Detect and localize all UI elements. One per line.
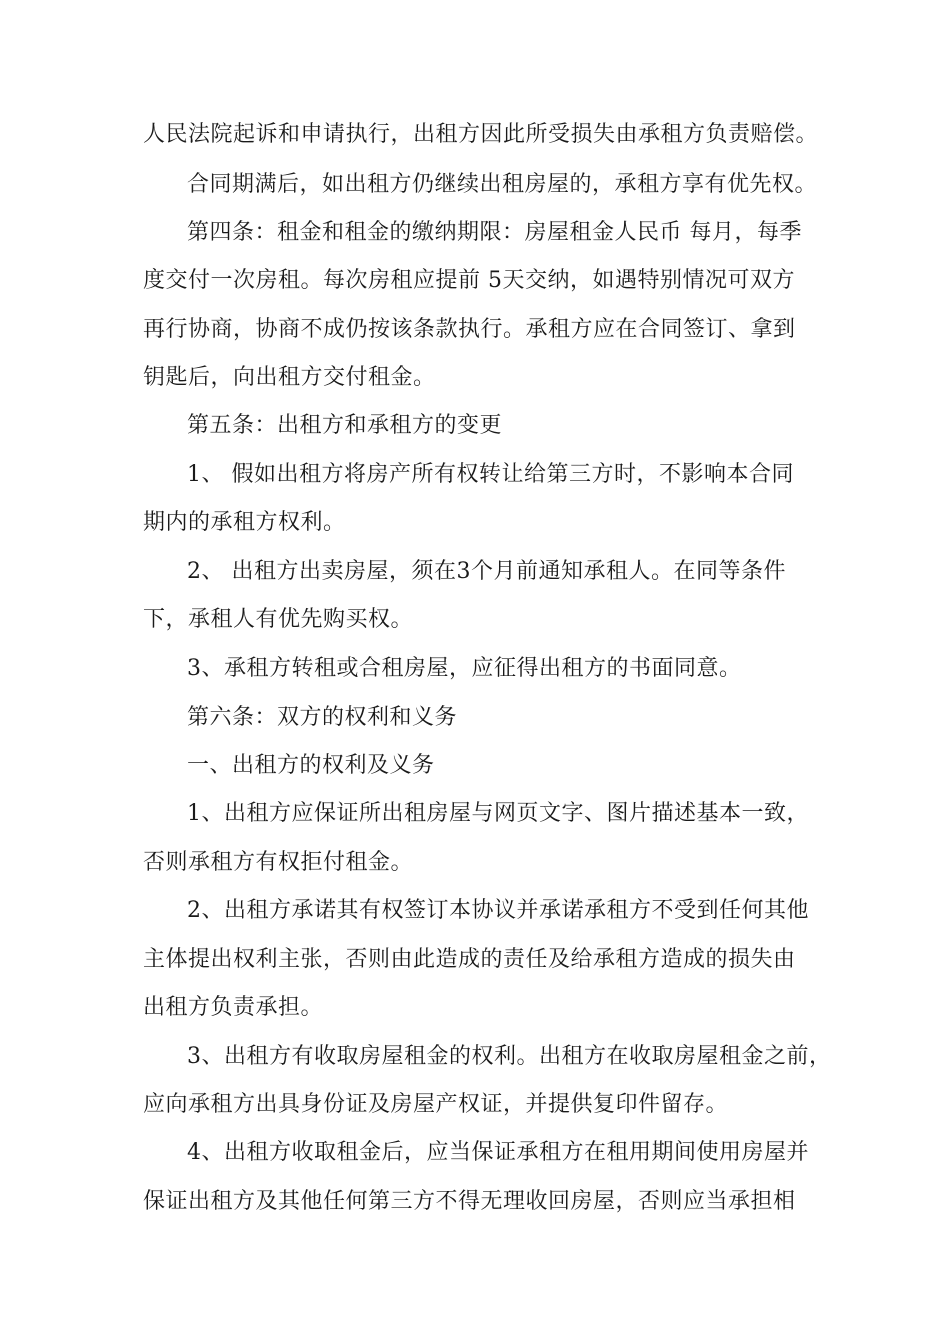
text-line: 钥匙后，向出租方交付租金。 xyxy=(143,365,436,390)
text-line: 2、出租方承诺其有权签订本协议并承诺承租方不受到任何其他 xyxy=(187,898,809,923)
text-line: 主体提出权利主张，否则由此造成的责任及给承租方造成的损失由 xyxy=(143,947,796,972)
text-line: 一、出租方的权利及义务 xyxy=(187,753,435,778)
text-line: 否则承租方有权拒付租金。 xyxy=(143,850,414,875)
text-line: 3、出租方有收取房屋租金的权利。出租方在收取房屋租金之前， xyxy=(187,1044,832,1069)
text-line: 再行协商，协商不成仍按该条款执行。承租方应在合同签订、拿到 xyxy=(143,317,796,342)
text-line: 出租方负责承担。 xyxy=(143,995,324,1020)
text-line: 保证出租方及其他任何第三方不得无理收回房屋，否则应当承担相 xyxy=(143,1189,796,1214)
text-line: 第五条：出租方和承租方的变更 xyxy=(187,413,503,438)
text-line: 4、出租方收取租金后，应当保证承租方在租用期间使用房屋并 xyxy=(187,1140,809,1165)
text-line: 第四条：租金和租金的缴纳期限：房屋租金人民币 每月，每季 xyxy=(187,220,802,245)
text-line: 应向承租方出具身份证及房屋产权证，并提供复印件留存。 xyxy=(143,1092,729,1117)
text-line: 1、 假如出租方将房产所有权转让给第三方时，不影响本合同 xyxy=(187,462,794,487)
text-line: 合同期满后，如出租方仍继续出租房屋的，承租方享有优先权。 xyxy=(187,172,818,197)
text-line: 人民法院起诉和申请执行，出租方因此所受损失由承租方负责赔偿。 xyxy=(143,122,819,147)
text-line: 下，承租人有优先购买权。 xyxy=(143,607,414,632)
text-line: 期内的承租方权利。 xyxy=(143,510,346,535)
text-line: 第六条：双方的权利和义务 xyxy=(187,705,458,730)
text-line: 2、 出租方出卖房屋，须在3个月前通知承租人。在同等条件 xyxy=(187,559,786,584)
text-line: 度交付一次房租。每次房租应提前 5天交纳，如遇特别情况可双方 xyxy=(143,268,795,293)
text-line: 3、承租方转租或合租房屋，应征得出租方的书面同意。 xyxy=(187,656,742,681)
text-line: 1、出租方应保证所出租房屋与网页文字、图片描述基本一致， xyxy=(187,801,809,826)
